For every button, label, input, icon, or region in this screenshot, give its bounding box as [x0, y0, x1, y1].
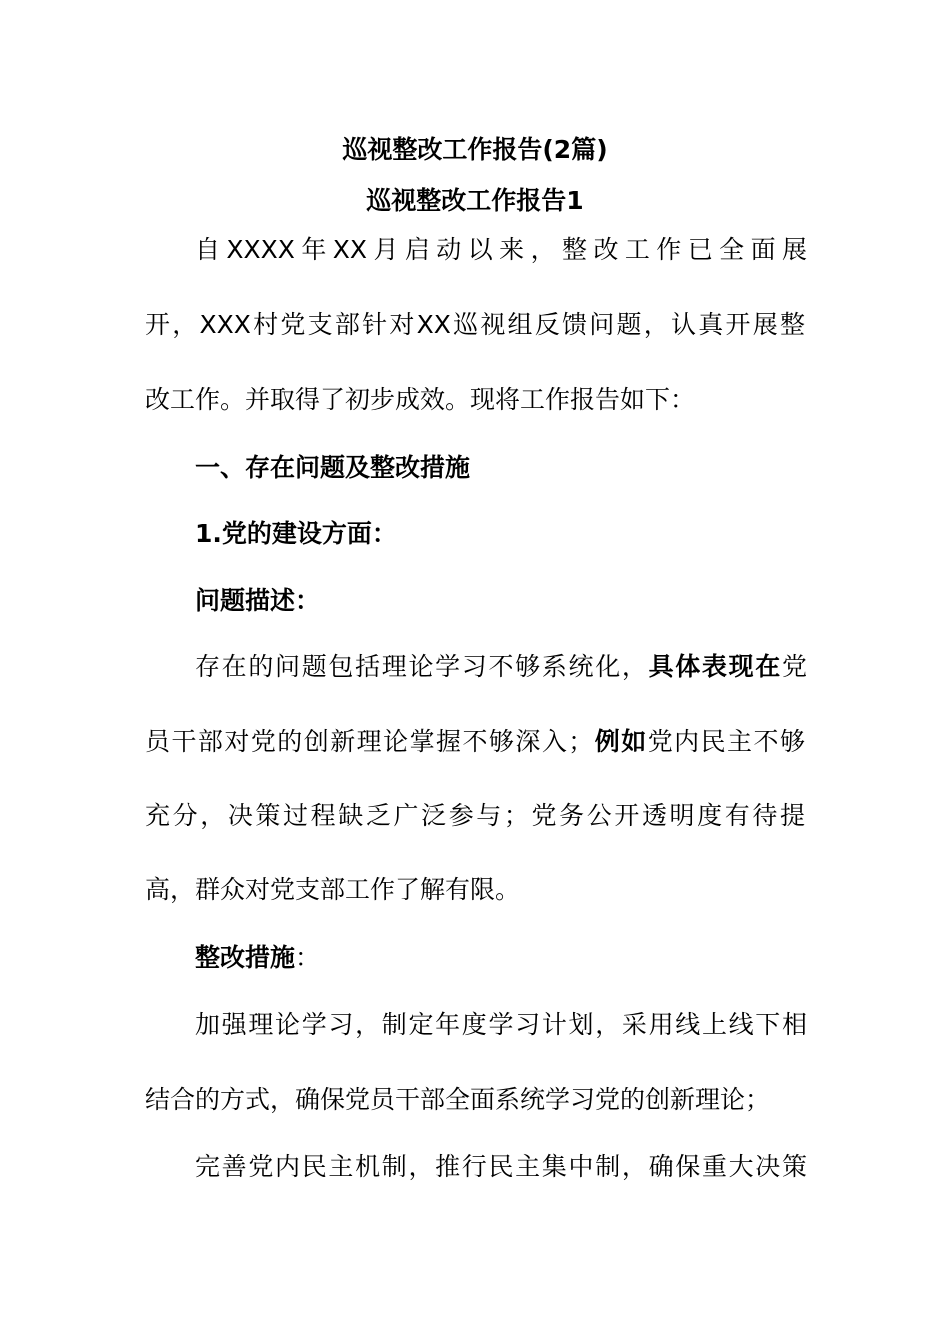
intro-line-3: 改工作。并取得了初步成效。现将工作报告如下：	[145, 385, 696, 414]
measures-colon: ：	[295, 943, 321, 972]
document-subtitle: 巡视整改工作报告1	[366, 186, 584, 215]
subsection-heading: 1.党的建设方面：	[195, 519, 397, 548]
measure-2-line-1: 完善党内民主机制，推行民主集中制，确保重大决策	[195, 1152, 807, 1181]
measure-1-line-1: 加强理论学习，制定年度学习计划，采用线上线下相	[195, 1010, 807, 1039]
problem-line-2-tail: 党内民主不够	[647, 727, 805, 756]
problem-line-2	[145, 725, 805, 759]
intro-line-1: 自XXXX年XX月启动以来，整改工作已全面展	[195, 235, 807, 264]
measures-heading	[195, 941, 807, 975]
problem-line-1-text: 存在的问题包括理论学习不够系统化，	[195, 652, 649, 681]
problem-line-1-tail: 党	[781, 652, 807, 681]
problem-label: 问题描述：	[195, 586, 321, 615]
problem-line-2-emphasis: 例如	[593, 727, 648, 756]
section-heading: 一、存在问题及整改措施	[195, 453, 471, 482]
problem-line-1	[195, 650, 807, 684]
problem-line-3: 充分，决策过程缺乏广泛参与；党务公开透明度有待提	[145, 801, 805, 830]
measure-1-line-2: 结合的方式，确保党员干部全面系统学习党的创新理论；	[145, 1085, 771, 1114]
problem-line-4: 高，群众对党支部工作了解有限。	[145, 875, 521, 904]
problem-line-2-text: 员干部对党的创新理论掌握不够深入；	[145, 727, 594, 756]
measures-label: 整改措施	[195, 943, 296, 972]
document-title: 巡视整改工作报告(2篇)	[342, 135, 608, 164]
intro-line-2: 开，XXX村党支部针对XX巡视组反馈问题，认真开展整	[145, 310, 805, 339]
problem-line-1-emphasis: 具体表现在	[648, 652, 782, 681]
